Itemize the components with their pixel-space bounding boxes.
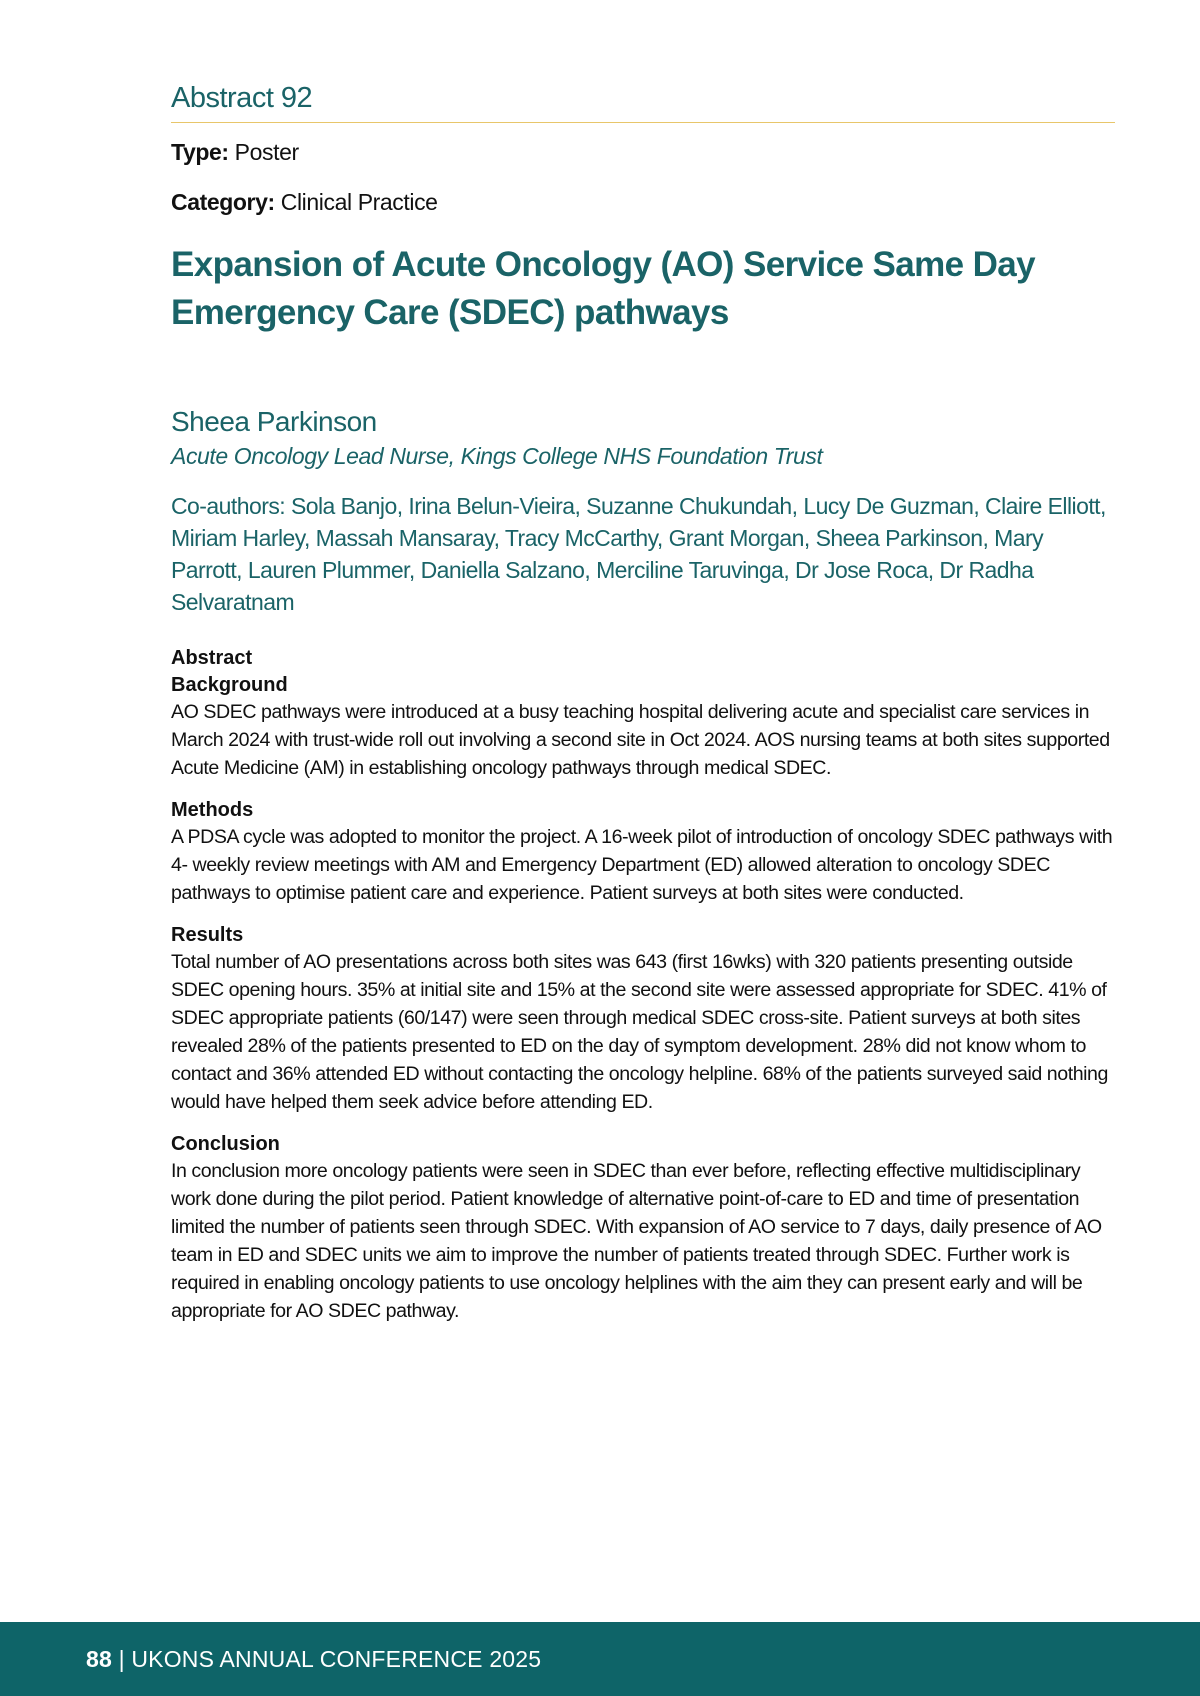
type-value: Poster — [234, 139, 299, 165]
category-label: Category: — [171, 189, 275, 215]
header-divider — [171, 122, 1115, 123]
abstract-heading: Abstract — [171, 647, 253, 669]
category-line — [171, 187, 1115, 217]
section-heading: Methods — [171, 799, 254, 821]
type-label: Type: — [171, 139, 229, 165]
coauthors-list: Co-authors: Sola Banjo, Irina Belun-Vieira, Suzanne Chukundah, Lucy De Guzman, Claire Elliott, Miriam Harley, Massah Mansaray, Tracy McCarthy, Grant Morgan, Sheea Parkinson, Mary Parrott, Lauren Plummer, Daniella Salzano, Merciline Taruvinga, Dr Jose Roca, Dr Radha Selvaratnam — [171, 493, 1106, 615]
category-value: Clinical Practice — [280, 189, 438, 215]
section-heading: Results — [171, 924, 244, 946]
footer-separator: | — [118, 1646, 125, 1672]
abstract-page — [171, 78, 1115, 1325]
section-conclusion — [171, 1131, 1115, 1325]
section-text: Total number of AO presentations across both sites was 643 (first 16wks) with 320 patients presenting outside SDEC opening hours. 35% at initial site and 15% at the second site were assessed appropriate for SDEC. 41% of SDEC appropriate patients (60/147) were seen through medical SDEC cross-site. Patient surveys at both sites revealed 28% of the patients presented to ED on the day of symptom development. 28% did not know whom to contact and 36% attended ED without contacting the oncology helpline. 68% of the patients surveyed said nothing would have helped them seek advice before attending ED. — [171, 951, 1108, 1113]
abstract-title: Expansion of Acute Oncology (AO) Service Same Day Emergency Care (SDEC) pathways — [171, 245, 1035, 332]
section-text: A PDSA cycle was adopted to monitor the project. A 16-week pilot of introduction of oncology SDEC pathways with 4- weekly review meetings with AM and Emergency Department (ED) allowed alteration to oncology SDEC pathways to optimise patient care and experience. Patient surveys at both sites were conducted. — [171, 826, 1113, 904]
section-background — [171, 672, 1115, 782]
footer-text — [86, 1644, 541, 1674]
conference-name: UKONS ANNUAL CONFERENCE 2025 — [131, 1646, 542, 1672]
author-name: Sheea Parkinson — [171, 406, 377, 437]
section-results — [171, 922, 1115, 1116]
section-heading: Background — [171, 674, 288, 696]
type-line — [171, 137, 1115, 167]
section-text: In conclusion more oncology patients were seen in SDEC than ever before, reflecting effective multidisciplinary work done during the pilot period. Patient knowledge of alternative point-of-care to ED and time of presentation limited the number of patients seen through SDEC. With expansion of AO service to 7 days, daily presence of AO team in ED and SDEC units we aim to improve the number of patients treated through SDEC. Further work is required in enabling oncology patients to use oncology helplines with the aim they can present early and will be appropriate for AO SDEC pathway. — [171, 1160, 1102, 1322]
abstract-number: Abstract 92 — [171, 82, 313, 114]
section-heading: Conclusion — [171, 1133, 280, 1155]
section-text: AO SDEC pathways were introduced at a busy teaching hospital delivering acute and specialist care services in March 2024 with trust-wide roll out involving a second site in Oct 2024. AOS nursing teams at both sites supported Acute Medicine (AM) in establishing oncology pathways through medical SDEC. — [171, 701, 1110, 779]
page-number: 88 — [86, 1646, 112, 1672]
section-methods — [171, 797, 1115, 907]
author-affiliation: Acute Oncology Lead Nurse, Kings College NHS Foundation Trust — [171, 443, 823, 469]
page-footer — [0, 1622, 1200, 1696]
